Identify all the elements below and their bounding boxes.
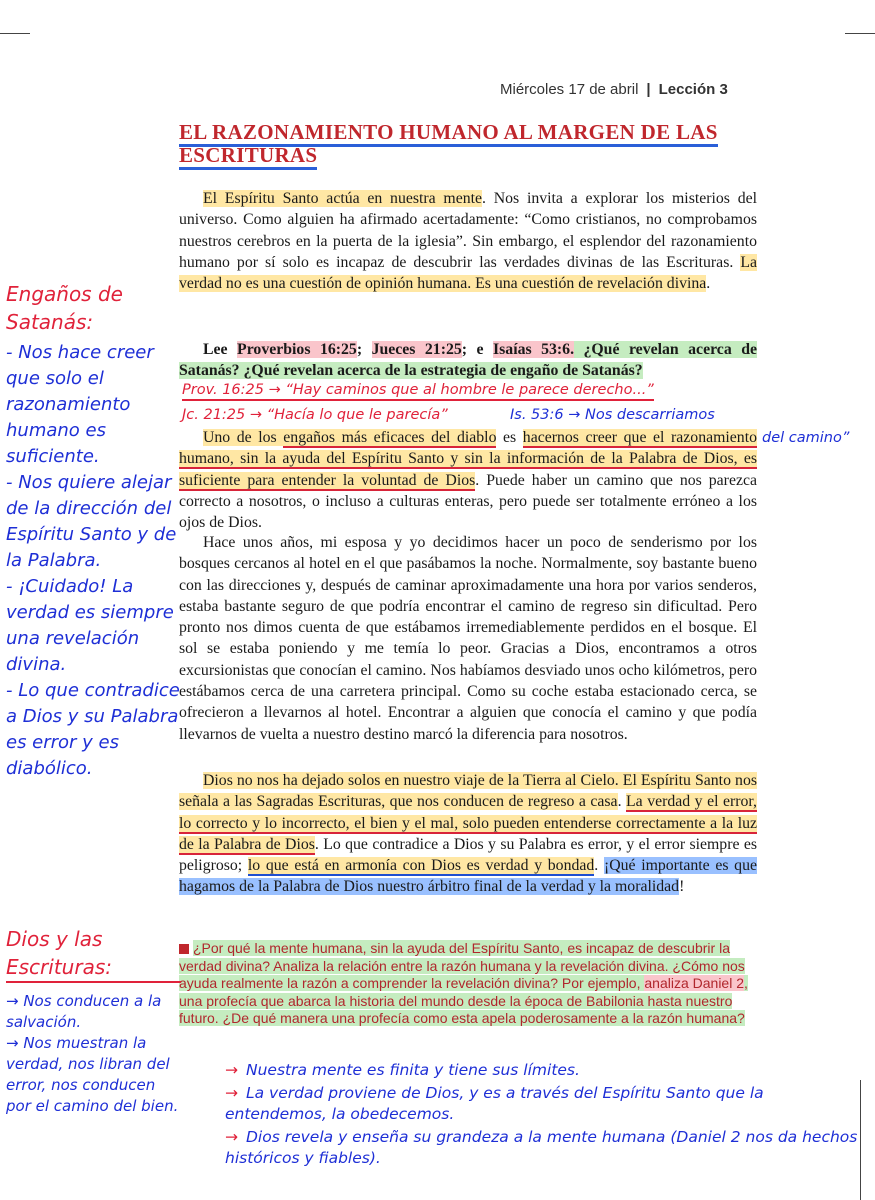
margin-note-enganos	[6, 280, 181, 782]
margin-dios-item-2: → Nos muestran la verdad, nos libran del error, nos conducen por el camino del bien.	[6, 1034, 179, 1115]
highlight-razonamiento: hacernos creer que el razonamiento humano, sin la ayuda del Espíritu Santo y sin la información de la Palabra de Dios, es suficiente para entender la voluntad de Dios	[179, 429, 757, 489]
title-line-2: ESCRITURAS	[179, 143, 317, 170]
scripture-sep-1: .	[617, 793, 627, 811]
highlight-truth: La verdad no es una cuestión de opinión humana. Es una cuestión de revelación divina	[179, 253, 757, 293]
answer-2	[225, 1083, 865, 1125]
highlight-journey: Dios no nos ha dejado solos en nuestro viaje de la Tierra al Cielo. El Espíritu Santo nos señala a las Sagradas Escrituras, que nos conducen de regreso a casa	[179, 772, 757, 811]
highlight-arbitro: ¡Qué importante es que hagamos de la Palabra de Dios nuestro árbitro final de la verdad y la moralidad	[179, 857, 757, 896]
margin-enganos-item-4: - Lo que contradice a Dios y su Palabra es error y es diabólico.	[6, 680, 180, 779]
crop-mark-right	[845, 33, 875, 34]
answer-3	[225, 1127, 865, 1169]
answer-3-text: Dios revela y enseña su grandeza a la mente humana (Daniel 2 nos da hechos históricos y fiables).	[225, 1128, 858, 1167]
study-question	[179, 339, 757, 382]
paragraph-scripture	[179, 770, 757, 898]
ref-sep-2: ; e	[461, 341, 493, 358]
title-line-1: EL RAZONAMIENTO HUMANO AL MARGEN DE LAS	[179, 120, 718, 147]
deception-es: es	[496, 429, 523, 446]
story-text: Hace unos años, mi esposa y yo decidimos hacer un poco de senderismo por los bosques cercanos al hotel en el que pasábamos la noche. Normalmente, soy bastante bueno con las direcciones y, después de caminar aproximadamente una hora por varios senderos, estaba bastante seguro de que podría encontrar el camino de regreso sin dificultad. Pero pronto nos dimos cuenta de que estábamos irremediablemente perdidos en el bosque. El sol se estaba poniendo y me temía lo peor. Gracias a Dios, encontramos a otros excursionistas que conocían el camino. Nos habíamos desviado unos ocho kilómetros, pero estábamos cerca de una carretera principal. Como su coche estaba estacionado cerca, se ofrecieron a llevarnos al hotel. Encontrar a alguien que conocía el camino y que podía llevarnos de vuelta a nuestro destino marcó la diferencia para nosotros.	[179, 534, 757, 743]
page-title	[179, 121, 769, 167]
ref-isaias: Isaías 53:6.	[493, 341, 575, 358]
scripture-text: . Lo que contradice a Dios y su Palabra es error, y el error siempre es peligroso;	[179, 835, 757, 875]
discussion-question	[179, 940, 757, 1028]
margin-enganos-item-1: - Nos hace creer que solo el razonamiento humano es suficiente.	[6, 342, 154, 467]
intro-end: .	[706, 275, 711, 293]
paragraph-deception	[179, 427, 757, 533]
deception-intro: Uno de los	[203, 429, 284, 446]
lee-label: Lee	[203, 341, 238, 358]
highlight-daniel: analiza Daniel 2	[644, 975, 744, 991]
answer-1	[225, 1060, 865, 1081]
annotation-isaias: Is. 53:6 → Nos descarriamos	[510, 407, 715, 423]
highlight-enganos: engaños más eficaces del diablo	[283, 429, 497, 446]
arrow-icon: →	[225, 1128, 238, 1146]
margin-dios-title: Dios y las Escrituras:	[6, 925, 181, 983]
answer-2-text: La verdad proviene de Dios, y es a través del Espíritu Santo que la entendemos, la obedecemos.	[225, 1084, 764, 1123]
highlight-truth-error: La verdad y el error, lo correcto y lo incorrecto, el bien y el mal, solo pueden entenderse correctamente a la luz de la Palabra de Dios	[179, 793, 757, 853]
question-satanas: ¿Qué revelan acerca de Satanás? ¿Qué revelan acerca de la estrategia de engaño de Satanás?	[179, 341, 757, 380]
header-date: Miércoles 17 de abril	[500, 81, 639, 98]
margin-enganos-title: Engaños de Satanás:	[6, 282, 123, 334]
question-text: ¿Por qué la mente humana, sin la ayuda del Espíritu Santo, es incapaz de descubrir la verdad divina? Analiza la relación entre la razón humana y la revelación divina. ¿Cómo nos ayuda realmente la razón a comprender la revelación divina? Por ejemplo,	[179, 940, 745, 991]
header-lesson: Lección 3	[658, 81, 728, 98]
annotation-proverbios: Prov. 16:25 → “Hay caminos que al hombre le parece derecho...”	[182, 381, 654, 401]
handwritten-answers	[225, 1060, 865, 1171]
annotation-jueces: Jc. 21:25 → “Hacía lo que le parecía”	[182, 407, 448, 423]
margin-enganos-item-2: - Nos quiere alejar de la dirección del Espíritu Santo y de la Palabra.	[6, 472, 177, 571]
crop-mark-left	[0, 33, 30, 34]
highlight-holy-spirit: El Espíritu Santo actúa en nuestra mente	[203, 190, 483, 207]
arrow-icon: →	[225, 1061, 238, 1079]
ref-jueces: Jueces 21:25	[371, 341, 462, 358]
margin-note-dios	[6, 925, 181, 1117]
ref-proverbios: Proverbios 16:25	[237, 341, 357, 358]
highlight-harmony: lo que está en armonía con Dios es verdad y bondad	[247, 857, 595, 875]
paragraph-intro	[179, 188, 757, 294]
arrow-icon: →	[225, 1084, 238, 1102]
ref-sep-1: ;	[356, 341, 372, 358]
intro-text: . Nos invita a explorar los misterios del universo. Como alguien ha afirmado acertadamente: “Como cristianos, no comprobamos nuestros cerebros en la puerta de la iglesia”. Sin embargo, el esplendor del razonamiento humano por sí solo es incapaz de descubrir las verdades divinas de las Escrituras.	[179, 190, 757, 271]
page-header	[500, 81, 762, 98]
answer-1-text: Nuestra mente es finita y tiene sus límites.	[246, 1061, 580, 1079]
paragraph-story	[179, 532, 757, 745]
margin-enganos-item-3: - ¡Cuidado! La verdad es siempre una revelación divina.	[6, 576, 174, 675]
question-text-end: , una profecía que abarca la historia del mundo desde la época de Babilonia hasta nuestro futuro. ¿De qué manera una profecía como esta apela poderosamente a la razón humana?	[179, 975, 748, 1026]
margin-dios-item-1: → Nos conducen a la salvación.	[6, 992, 162, 1031]
scripture-sep-2: .	[594, 857, 604, 875]
header-separator: |	[646, 81, 651, 98]
deception-end: . Puede haber un camino que nos parezca correcto a nosotros, o incluso a culturas enteras, pero puede ser totalmente erróneo a los ojos de Dios.	[179, 471, 757, 532]
annotation-del-camino: del camino”	[762, 430, 850, 446]
scripture-end: !	[679, 878, 685, 896]
